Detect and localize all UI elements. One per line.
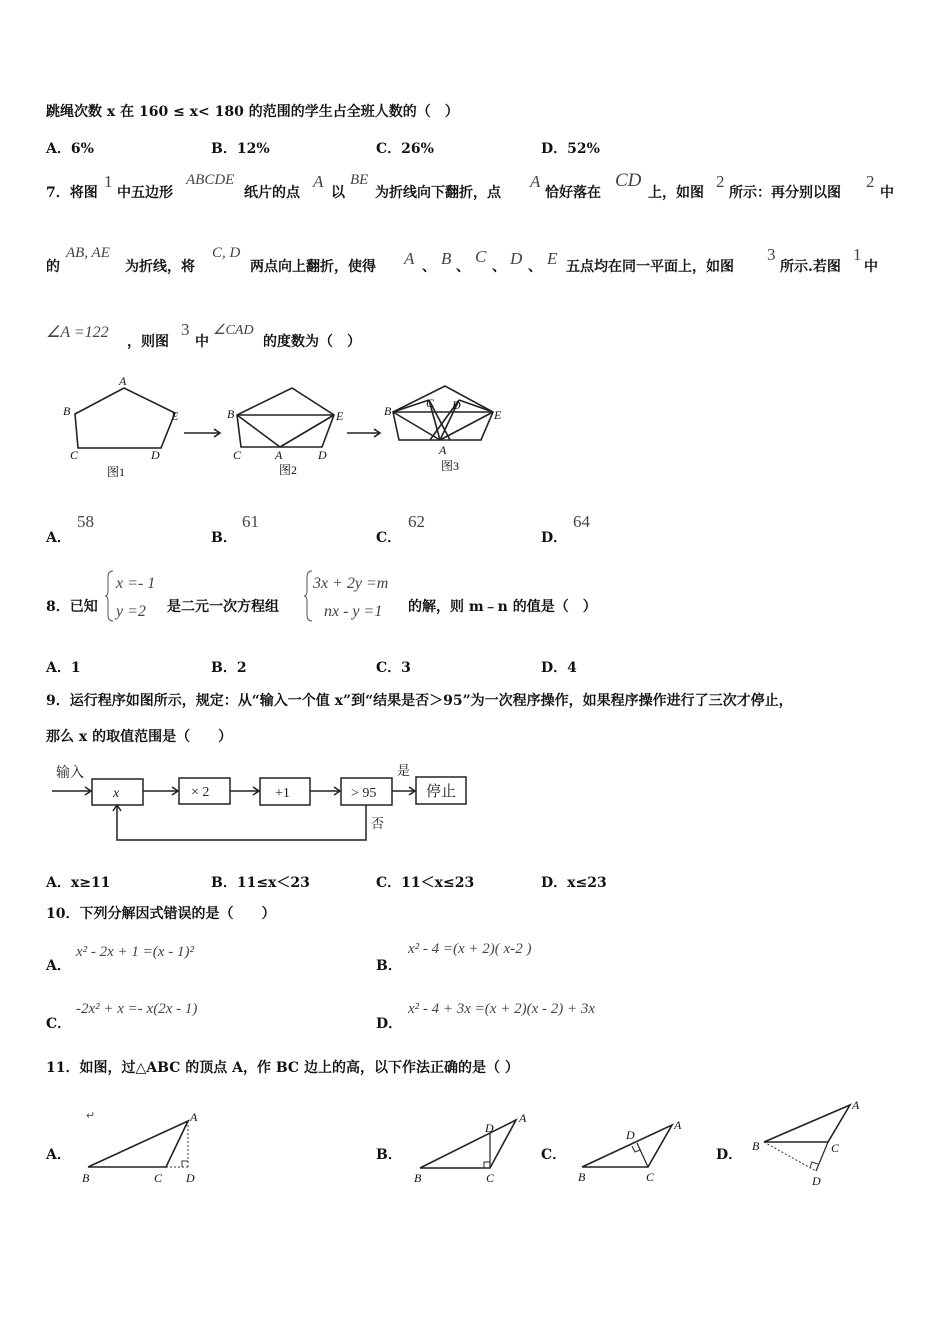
q8-end: 的解，则 m﹣n 的值是（ ） <box>408 599 597 615</box>
label-a: A <box>190 1110 198 1124</box>
q7-math: C, D <box>212 245 241 261</box>
q7-fig-ref: 2 <box>716 172 725 191</box>
q8-sys2-eq1: 3x + 2y =m <box>313 575 389 592</box>
q8-num: 8．已知 <box>46 599 98 615</box>
q7-option-d-letter: D． <box>541 530 568 546</box>
q6-option-d: D．52% <box>541 141 600 157</box>
q9-line1: 9．运行程序如图所示，规定：从“输入一个值 x”到“结果是否＞95”为一次程序操作，如果程序操作进行了三次才停止， <box>46 693 793 709</box>
flow-no-label: 否 <box>371 817 385 832</box>
q7-fig-ref: 3 <box>181 320 190 339</box>
q7-math: B <box>441 249 452 268</box>
label-c: C <box>646 1170 655 1184</box>
q7-text: 所示：再分别以图 <box>729 185 841 201</box>
label-a: A <box>519 1111 527 1125</box>
label-a: A <box>852 1098 860 1112</box>
fig2-caption: 图2 <box>279 463 298 477</box>
triangle-abc <box>88 1121 188 1167</box>
q7-option-b-value: 61 <box>242 512 259 531</box>
q7-option-b-letter: B． <box>211 530 237 546</box>
q7-num: 7．将图 <box>46 185 98 201</box>
q8-system1 <box>105 569 165 623</box>
q10-option-d-letter: D． <box>376 1016 403 1032</box>
q7-math: A <box>404 249 415 268</box>
q8-system2 <box>304 569 408 623</box>
fig2-label-c: C <box>233 448 242 462</box>
fig3-caption: 图3 <box>441 459 460 473</box>
q7-math: ABCDE <box>186 172 235 188</box>
label-b: B <box>578 1170 586 1184</box>
fig2-outline <box>237 388 334 447</box>
q7-math: ∠A =122 <box>46 324 109 341</box>
q7-text: 以 <box>331 185 345 201</box>
right-angle-mark <box>810 1162 818 1168</box>
q6-option-c: C．26% <box>376 141 434 157</box>
fig1-label-e: E <box>171 409 179 423</box>
fig2-label-a: A <box>275 448 283 462</box>
q7-text: 为折线，将 <box>125 259 195 275</box>
q9-flowchart <box>50 762 480 846</box>
label-d: D <box>626 1128 635 1142</box>
q7-text: ，则图 <box>127 334 169 350</box>
q9-option-a: A．x≥11 <box>46 875 111 891</box>
fig2-fold <box>237 415 280 447</box>
q7-option-c-value: 62 <box>408 512 425 531</box>
q7-math: AB, AE <box>66 245 110 261</box>
q9-option-b: B．11≤x＜23 <box>211 875 310 891</box>
q7-text: 纸片的点 <box>244 185 300 201</box>
q7-text: 中 <box>195 334 209 350</box>
q10-option-b-expr: x² - 4 =(x + 2)( x-2 ) <box>408 941 532 957</box>
q10-option-b-letter: B． <box>376 958 402 974</box>
label-b: B <box>82 1171 90 1185</box>
q7-option-c-letter: C． <box>376 530 402 546</box>
q8-sys1-eq2: y =2 <box>116 603 146 620</box>
q7-figure <box>50 368 520 486</box>
q6-stem: 跳绳次数 x 在 160 ≤ x< 180 的范围的学生占全班人数的（ ） <box>46 104 459 120</box>
triangle-abc <box>764 1105 850 1142</box>
fig3-fold <box>393 400 429 412</box>
q9-option-c: C．11＜x≤23 <box>376 875 475 891</box>
label-b: B <box>414 1171 422 1185</box>
q7-math: BE <box>350 172 369 188</box>
height-line <box>764 1142 816 1171</box>
flow-times2-label: × 2 <box>191 785 210 800</box>
right-angle-mark <box>484 1162 490 1168</box>
label-a: A <box>674 1118 682 1132</box>
q10-option-a-expr: x² - 2x + 1 =(x - 1)² <box>76 944 194 960</box>
q7-math: CD <box>615 170 642 191</box>
q9-option-d: D．x≤23 <box>541 875 607 891</box>
q11-option-b: B． <box>376 1147 402 1163</box>
q7-text: 为折线向下翻折，点 <box>375 185 501 201</box>
q8-sys2-eq2: nx - y =1 <box>324 603 383 620</box>
q7-option-d-value: 64 <box>573 512 590 531</box>
q7-sep: 、 <box>456 259 470 275</box>
flow-gt95-label: > 95 <box>351 786 377 801</box>
q7-sep: 、 <box>528 259 542 275</box>
extension-line <box>816 1142 828 1171</box>
q11-option-a: A． <box>46 1147 71 1163</box>
fig2-fold <box>280 415 334 447</box>
label-c: C <box>154 1171 163 1185</box>
q10-stem: 10．下列分解因式错误的是（ ） <box>46 906 276 922</box>
q11-figure-d <box>750 1095 870 1189</box>
label-b: B <box>752 1139 760 1153</box>
q8-option-a: A．1 <box>46 660 81 676</box>
fig2-label-d: D <box>318 448 327 462</box>
q7-math: E <box>547 249 558 268</box>
q7-text: 中 <box>880 185 894 201</box>
q11-figure-a <box>78 1105 208 1187</box>
q7-text: 恰好落在 <box>545 185 601 201</box>
q7-option-a-value: 58 <box>77 512 94 531</box>
flow-input-label: 输入 <box>56 765 84 781</box>
fig3-label-e: E <box>494 408 502 422</box>
flow-yes-label: 是 <box>397 764 411 779</box>
q7-fig-ref: 3 <box>767 245 776 264</box>
q7-text: 中五边形 <box>117 185 173 201</box>
height-line <box>637 1143 648 1167</box>
label-d: D <box>186 1171 195 1185</box>
q7-fig-ref: 2 <box>866 172 875 191</box>
q7-fig-ref: 1 <box>104 172 113 191</box>
q7-math: C <box>475 247 487 266</box>
q7-math: A <box>313 172 324 191</box>
flow-stop-label: 停止 <box>426 782 457 800</box>
q8-mid: 是二元一次方程组 <box>167 599 279 615</box>
fig1-caption: 图1 <box>107 465 126 479</box>
q8-option-b: B．2 <box>211 660 247 676</box>
q7-text: 的 <box>46 259 60 275</box>
q11-option-c: C． <box>541 1147 567 1163</box>
label-c: C <box>831 1141 840 1155</box>
right-angle-mark <box>182 1161 188 1167</box>
label-d: D <box>485 1121 494 1135</box>
label-d: D <box>812 1174 821 1188</box>
q7-option-a-letter: A． <box>46 530 71 546</box>
q7-text: 五点均在同一平面上，如图 <box>566 259 734 275</box>
fig3-fold <box>459 400 493 412</box>
q10-option-c-expr: -2x² + x =- x(2x - 1) <box>76 1001 198 1017</box>
q11-stem: 11．如图，过△ABC 的顶点 A，作 BC 边上的高，以下作法正确的是（ ） <box>46 1060 519 1076</box>
q11-figure-b <box>408 1108 538 1188</box>
q7-math: D <box>510 249 523 268</box>
q7-fig-ref: 1 <box>853 245 862 264</box>
fig1-pentagon <box>75 388 175 448</box>
fig1-label-d: D <box>151 448 160 462</box>
q7-sep: 、 <box>492 259 506 275</box>
flow-x-label: x <box>113 786 120 801</box>
fig1-label-a: A <box>119 374 127 388</box>
q11-option-d: D． <box>716 1147 743 1163</box>
q10-option-d-expr: x² - 4 + 3x =(x + 2)(x - 2) + 3x <box>408 1001 595 1017</box>
flow-loop <box>117 805 366 840</box>
q10-option-c-letter: C． <box>46 1016 72 1032</box>
fig2-label-e: E <box>336 409 344 423</box>
q7-text: 上，如图 <box>648 185 704 201</box>
q7-math: ∠CAD <box>213 323 254 338</box>
fig1-label-c: C <box>70 448 79 462</box>
q9-line2: 那么 x 的取值范围是（ ） <box>46 729 233 745</box>
q7-text: 的度数为（ ） <box>263 334 361 350</box>
q7-text: 所示.若图 <box>780 259 841 275</box>
fig3-label-b: B <box>384 404 392 418</box>
q7-math: A <box>530 172 541 191</box>
triangle-abc <box>420 1120 516 1168</box>
fig3-label-a: A <box>439 443 447 457</box>
q8-option-c: C．3 <box>376 660 411 676</box>
q8-sys1-eq1: x =- 1 <box>116 575 156 592</box>
q8-option-d: D．4 <box>541 660 577 676</box>
q6-option-b: B．12% <box>211 141 270 157</box>
fig2-label-b: B <box>227 407 235 421</box>
q10-option-a-letter: A． <box>46 958 71 974</box>
q7-sep: 、 <box>422 259 436 275</box>
fig1-label-b: B <box>63 404 71 418</box>
q7-text: 两点向上翻折，使得 <box>250 259 376 275</box>
fig3-label-d: D <box>452 398 461 412</box>
flow-plus1-label: +1 <box>275 786 290 801</box>
q6-option-a: A．6% <box>46 141 94 157</box>
return-mark: ↵ <box>86 1110 96 1122</box>
fig3-label-c: C <box>426 396 435 410</box>
label-c: C <box>486 1171 495 1185</box>
q7-text: 中 <box>864 259 878 275</box>
q11-figure-c <box>574 1115 694 1187</box>
